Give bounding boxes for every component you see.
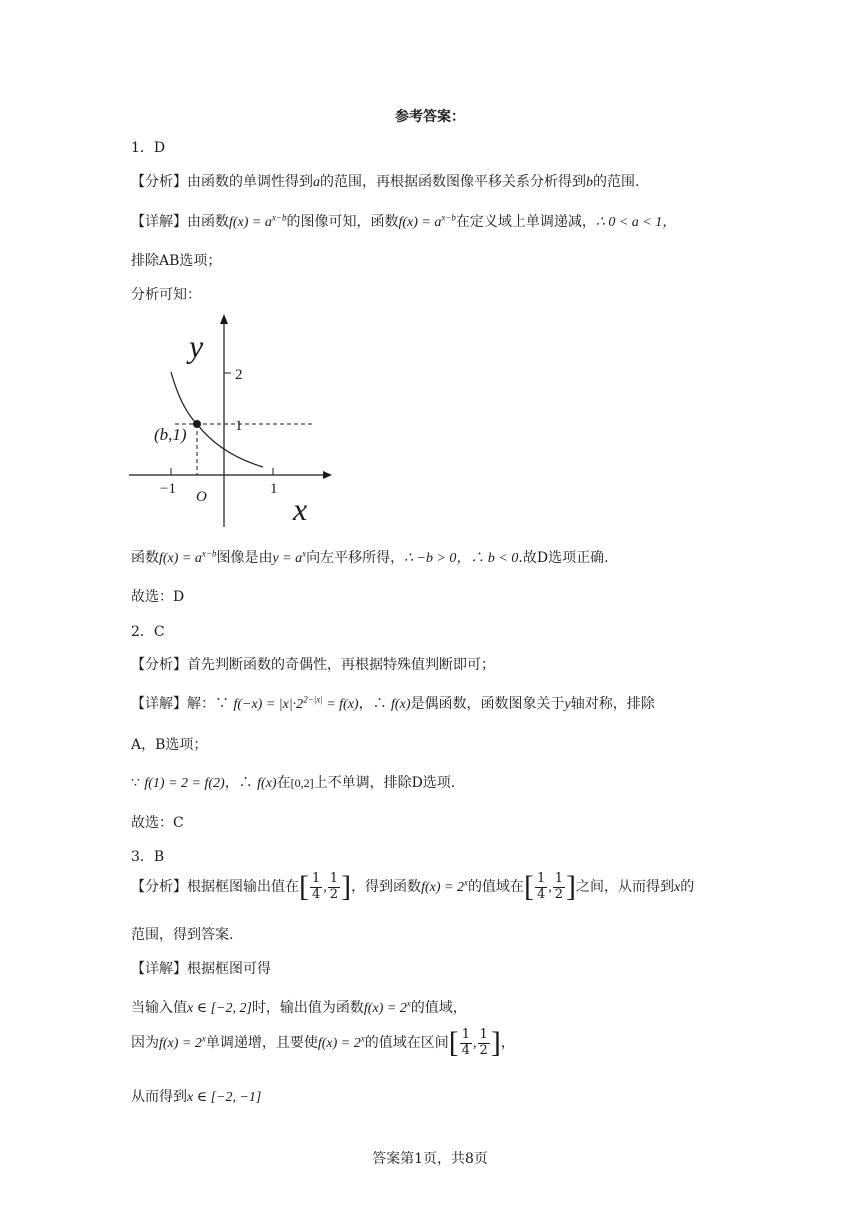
q2-number: 2．C: [131, 624, 165, 640]
q2-choice: 故选：C: [131, 815, 184, 831]
q1-detail: 【详解】由函数$f(x) = a^{x-b}$的图像可知，函数$f(x) = a^{x-b}$在定义域上单调递减，∴ 0 < a < 1，: [131, 212, 677, 230]
function-graph: [125, 310, 340, 532]
q1-conclusion: 函数$f(x) = a^{x-b}$图像是由$y = a^x$向左平移所得，∴ −b > 0，∴ b < 0.故D选项正确.: [131, 548, 609, 566]
detail-tag: 【详解】: [131, 214, 187, 230]
q2-detail: 【详解】解：∵ $f(-x) = |x|\cdot 2^{2-|x|} = f(x)$，∴ f(x)是偶函数，函数图象关于y轴对称，排除: [131, 694, 655, 712]
q1-exclude: 排除AB选项；: [131, 253, 222, 269]
x-axis-label: x: [293, 491, 308, 527]
y-axis-arrow: [220, 314, 228, 324]
point-b1: [193, 420, 201, 428]
detail-tag: 【详解】: [131, 961, 187, 977]
q3-analysis: 【分析】根据框图输出值在[ $\frac{1}{4}$ , $\frac{1}{2}$ ]，得到函数$f(x) = 2^x$的值域在[ $\frac{1}{4}$ , $\frac{1}{2}$ ]之间，从而得到x的: [131, 870, 695, 903]
point-label: (b,1): [154, 425, 187, 444]
x-axis-arrow: [323, 471, 332, 479]
exponential-curve: [171, 372, 263, 467]
q3-analysis-cont: 范围，得到答案.: [131, 927, 234, 943]
analysis-tag: 【分析】: [131, 657, 187, 673]
y-axis-label: y: [189, 328, 204, 364]
analysis-tag: 【分析】: [131, 174, 187, 190]
page-title: 参考答案：: [395, 109, 465, 125]
q2-analysis: 【分析】首先判断函数的奇偶性，再根据特殊值判断即可；: [131, 657, 495, 673]
origin-label: O: [196, 489, 207, 505]
q1-number: 1．D: [131, 140, 166, 156]
q2-detail-cont: A，B选项；: [131, 737, 208, 753]
tick-label-y1: 1: [235, 418, 243, 434]
q2-line3: ∵ f(1) = 2 = f(2)，∴ f(x)在[0,2]上不单调，排除D选项.: [131, 775, 456, 791]
analysis-tag: 【分析】: [131, 879, 187, 895]
q3-number: 3．B: [131, 849, 165, 865]
q3-line-c: 从而得到x ∈ [−2, −1]: [131, 1089, 262, 1105]
q1-analysis: 【分析】由函数的单调性得到a的范围，再根据函数图像平移关系分析得到b的范围.: [131, 174, 640, 190]
detail-tag: 【详解】: [131, 696, 187, 712]
q1-analysis-can: 分析可知：: [131, 287, 201, 303]
tick-label-y2: 2: [235, 367, 243, 383]
q3-line-a: 当输入值x ∈ [−2, 2]时，输出值为函数$f(x) = 2^x$的值域，: [131, 998, 467, 1016]
tick-label-x-1: −1: [160, 481, 176, 497]
q3-line-b: 因为$f(x) = 2^x$单调递增，且要使$f(x) = 2^x$的值域在区间[ $\frac{1}{4}$ , $\frac{1}{2}$ ]，: [131, 1026, 515, 1059]
page-footer: 答案第1页，共8页: [372, 1151, 488, 1167]
q3-detail: 【详解】根据框图可得: [131, 961, 271, 977]
q1-choice: 故选：D: [131, 589, 185, 605]
tick-label-x1: 1: [270, 481, 278, 497]
